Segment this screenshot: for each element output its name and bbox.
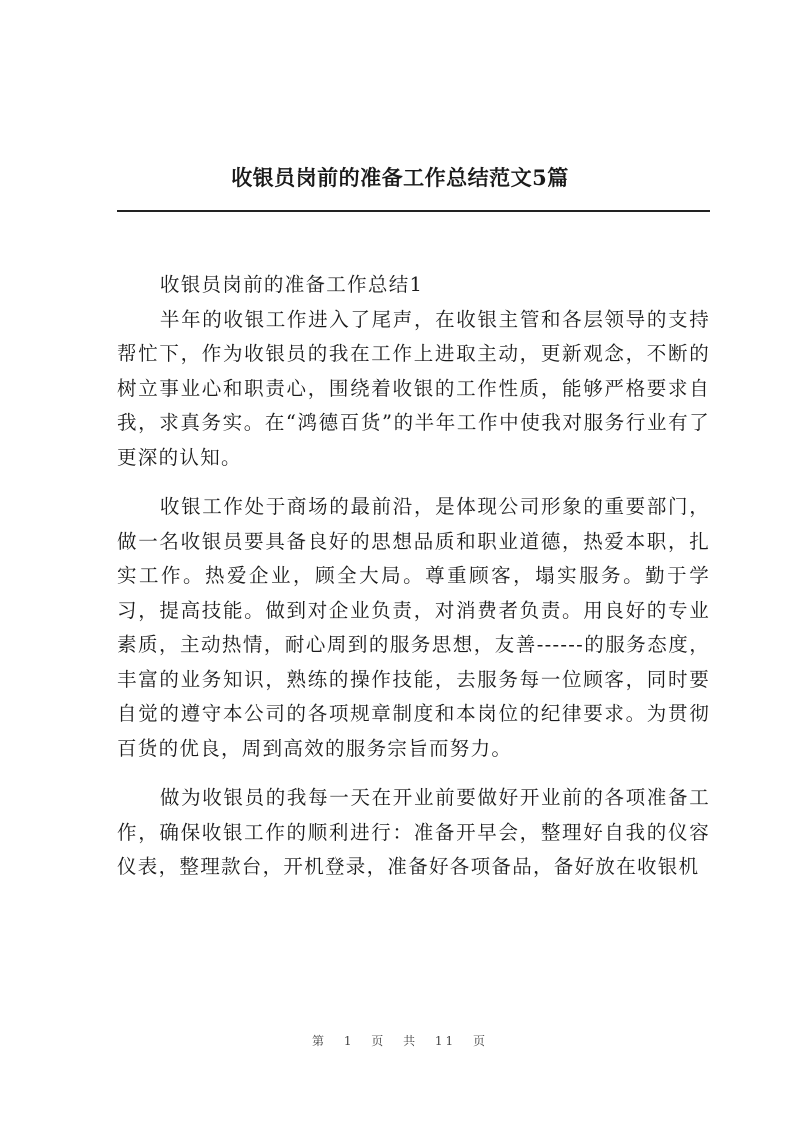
title-divider bbox=[117, 210, 710, 212]
document-title: 收银员岗前的准备工作总结范文5篇 bbox=[231, 165, 569, 190]
section-heading: 收银员岗前的准备工作总结1 bbox=[159, 273, 424, 296]
paragraph-3: 做为收银员的我每一天在开业前要做好开业前的各项准备工作，确保收银工作的顺利进行：准备开早会，整理好自我的仪容仪表，整理款台，开机登录，准备好各项备品，备好放在收银机 bbox=[117, 786, 710, 878]
paragraph-1: 半年的收银工作进入了尾声，在收银主管和各层领导的支持帮忙下，作为收银员的我在工作上进取主动，更新观念，不断的树立事业心和职责心，围绕着收银的工作性质，能够严格要求自我，求真务实。在“鸿德百货”的半年工作中使我对服务行业有了更深的认知。 bbox=[117, 307, 710, 469]
page-footer: 第 1 页 共 11 页 bbox=[312, 1034, 488, 1048]
paragraph-2: 收银工作处于商场的最前沿，是体现公司形象的重要部门，做一名收银员要具备良好的思想品质和职业道德，热爱本职，扎实工作。热爱企业，顾全大局。尊重顾客，塌实服务。勤于学习，提高技能。做到对企业负责，对消费者负责。用良好的专业素质，主动热情，耐心周到的服务思想，友善------的服务态度，丰富的业务知识，熟练的操作技能，去服务每一位顾客，同时要自觉的遵守本公司的各项规章制度和本岗位的纪律要求。为贯彻百货的优良，周到高效的服务宗旨而努力。 bbox=[117, 495, 710, 760]
document-body bbox=[117, 268, 710, 885]
